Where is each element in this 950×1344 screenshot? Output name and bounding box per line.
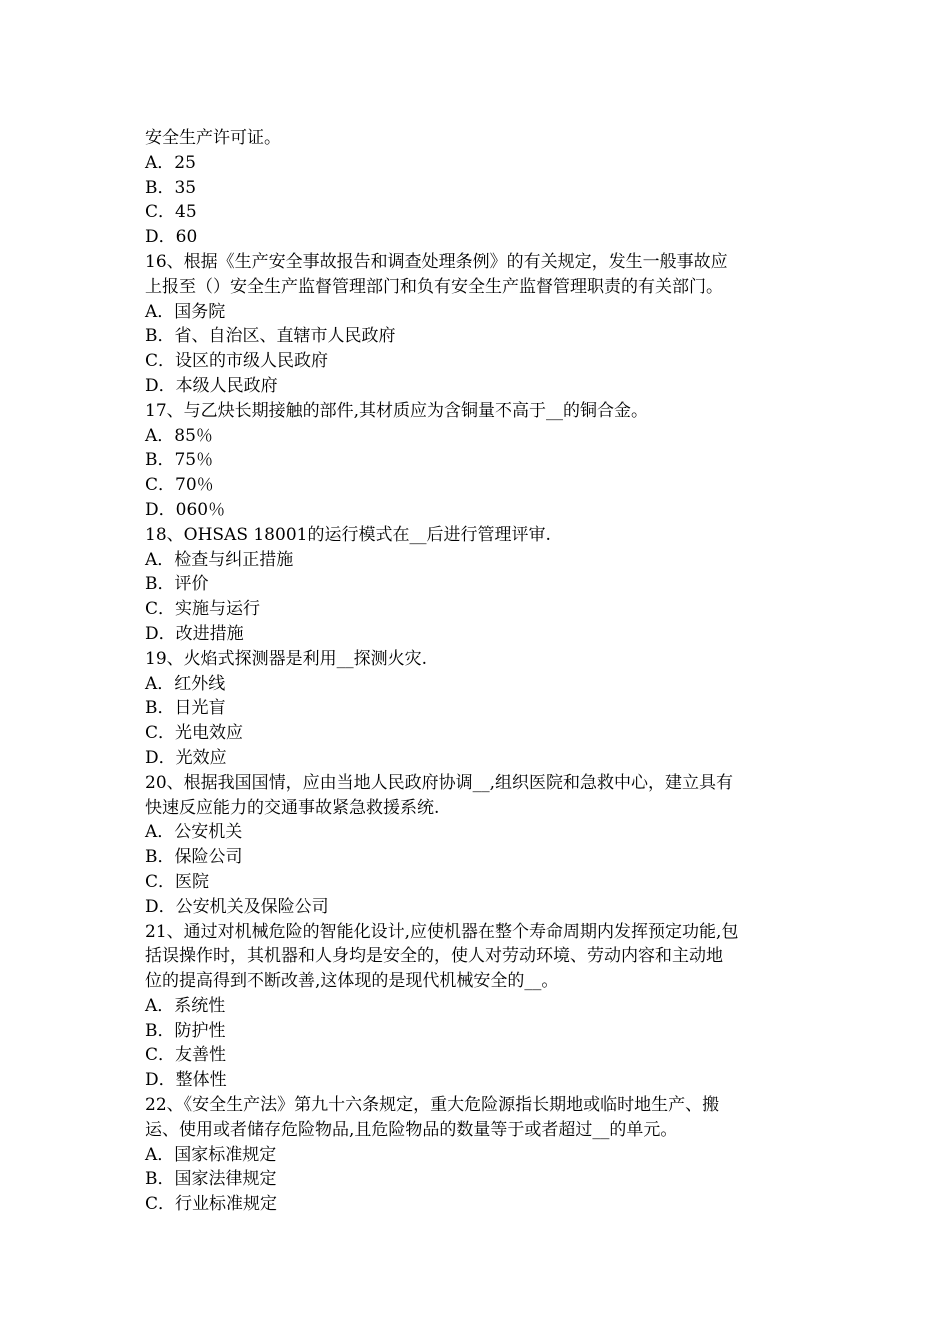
- option-d: D．公安机关及保险公司: [145, 896, 329, 917]
- option-c: C．光电效应: [145, 723, 244, 744]
- option-a: A．国务院: [145, 301, 226, 322]
- option-a: A．红外线: [145, 673, 226, 694]
- option-b: B．保险公司: [145, 847, 243, 868]
- option-d: D．60: [145, 227, 198, 248]
- option-c: C．设区的市级人民政府: [145, 351, 329, 372]
- option-a: A．检查与纠正措施: [145, 549, 294, 570]
- question-17: 17、与乙炔长期接触的部件,其材质应为含铜量不高于__的铜合金。: [145, 400, 649, 421]
- option-b: B．75％: [145, 450, 214, 471]
- question-21-cont: 位的提高得到不断改善,这体现的是现代机械安全的__。: [145, 971, 559, 992]
- document-body: [145, 126, 815, 1217]
- option-c: C．行业标准规定: [145, 1194, 278, 1215]
- option-a: A．系统性: [145, 995, 226, 1016]
- option-c: C．70％: [145, 475, 214, 496]
- option-b: B．省、自治区、直辖市人民政府: [145, 326, 396, 347]
- text-line: 安全生产许可证。: [145, 128, 281, 148]
- option-b: B．国家法律规定: [145, 1169, 277, 1190]
- option-a: A．85％: [145, 425, 213, 446]
- question-21-cont: 括误操作时，其机器和人身均是安全的，使人对劳动环境、劳动内容和主动地: [145, 946, 723, 967]
- option-c: C．医院: [145, 871, 210, 892]
- question-18: 18、OHSAS 18001的运行模式在__后进行管理评审.: [145, 524, 551, 545]
- option-a: A．国家标准规定: [145, 1144, 277, 1165]
- question-22: 22、《安全生产法》第九十六条规定，重大危险源指长期地或临时地生产、搬: [145, 1095, 720, 1116]
- question-20: 20、根据我国国情，应由当地人民政府协调__,组织医院和急救中心，建立具有: [145, 772, 734, 793]
- question-16-cont: 上报至（）安全生产监督管理部门和负有安全生产监督管理职责的有关部门。: [145, 276, 723, 297]
- question-22-cont: 运、使用或者储存危险物品,且危险物品的数量等于或者超过__的单元。: [145, 1119, 678, 1140]
- option-d: D．本级人民政府: [145, 375, 278, 396]
- option-c: C．45: [145, 202, 197, 223]
- option-a: A．公安机关: [145, 822, 243, 843]
- option-a: A．25: [145, 152, 196, 173]
- option-d: D．整体性: [145, 1070, 227, 1091]
- option-c: C．友善性: [145, 1045, 227, 1066]
- option-b: B．日光盲: [145, 698, 226, 719]
- question-19: 19、火焰式探测器是利用__探测火灾.: [145, 648, 428, 669]
- option-c: C．实施与运行: [145, 599, 261, 620]
- question-21: 21、通过对机械危险的智能化设计,应使机器在整个寿命周期内发挥预定功能,包: [145, 921, 739, 942]
- question-16: 16、根据《生产安全事故报告和调查处理条例》的有关规定，发生一般事故应: [145, 251, 728, 272]
- option-d: D．060％: [145, 499, 226, 520]
- option-b: B．评价: [145, 574, 209, 595]
- question-20-cont: 快速反应能力的交通事故紧急救援系统.: [145, 797, 440, 818]
- option-b: B．35: [145, 177, 197, 198]
- option-d: D．改进措施: [145, 623, 244, 644]
- option-b: B．防护性: [145, 1020, 226, 1041]
- option-d: D．光效应: [145, 747, 227, 768]
